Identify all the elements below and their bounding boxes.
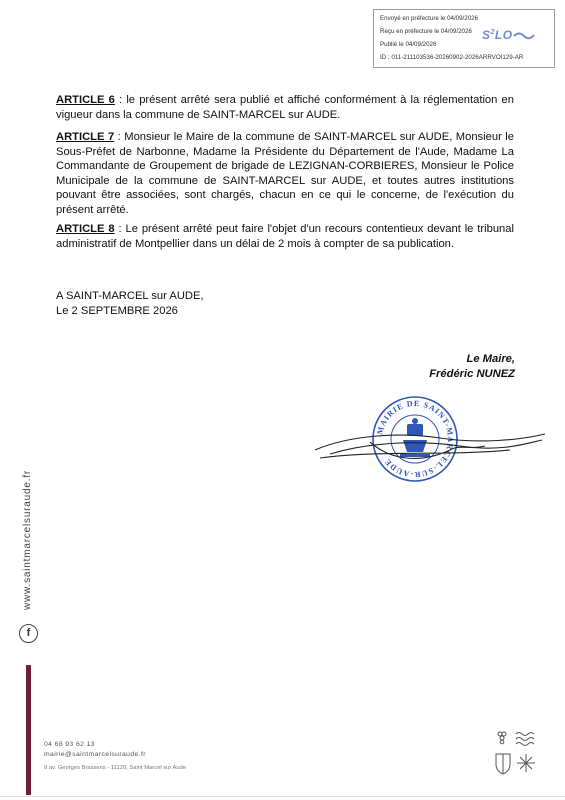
date: Le 2 SEPTEMBRE 2026 (56, 304, 178, 317)
article-8 (56, 222, 514, 251)
article-label: ARTICLE 8 (56, 223, 115, 235)
article-label: ARTICLE 7 (56, 131, 115, 143)
stamp-published: Publié le 04/09/2026 (380, 41, 437, 48)
grapes-icon (498, 732, 506, 744)
signatory-role: Le Maire, (466, 353, 515, 365)
waves-icon (516, 733, 534, 746)
stamp-received: Reçu en préfecture le 04/09/2026 (380, 28, 472, 35)
article-7 (56, 130, 514, 217)
heraldic-icons (492, 728, 540, 776)
footer-address: 9 av. Georges Brassens - 11120, Saint Marcel sur Aude (44, 765, 187, 771)
prefecture-stamp (373, 9, 555, 68)
article-text: : Monsieur le Maire de la commune de SAINT-MARCEL sur AUDE, Monsieur le Sous-Préfet de Narbonne, Madame la Présidente du Département de l'Aude, Madame La Commandante de Groupement de brigade de LEZIGNAN-CORBIERES, Monsieur le Police Municipale de la commune de SAINT-MARCEL sur AUDE, et toutes autres institutions pouvant être associées, sont chargés, chacun en ce qui le concerne, de l'exécution du présent arrêté. (56, 131, 514, 216)
signatory (429, 352, 515, 381)
article-text: : le présent arrêté sera publié et affiché conformément à la réglementation en vigueur dans la commune de SAINT-MARCEL sur AUDE. (56, 94, 514, 121)
place: A SAINT-MARCEL sur AUDE, (56, 290, 204, 302)
page-bottom-rule (0, 796, 565, 797)
swoosh-icon (513, 31, 535, 41)
website-url[interactable]: www.saintmarcelsuraude.fr (22, 469, 33, 610)
stamp-id: ID : 011-211103536-20260902-2026ARRVOI129-AR (380, 54, 524, 61)
s2low-logo: $S^2LO$ (482, 28, 535, 42)
shield-icon (496, 754, 510, 774)
signatory-name: Frédéric NUNEZ (429, 367, 515, 380)
footer-phone: 04 68 93 62 13 (44, 741, 95, 748)
accent-bar (26, 665, 31, 795)
cross-icon (517, 754, 535, 772)
article-text: : Le présent arrêté peut faire l'objet d'un recours contentieux devant le tribunal administratif de Montpellier dans un délai de 2 mois à compter de sa publication. (56, 223, 514, 250)
article-6 (56, 93, 514, 122)
article-label: ARTICLE 6 (56, 94, 115, 106)
facebook-icon[interactable]: f (19, 624, 38, 643)
seal-text: MAIRIE DE SAINT-MARCEL-SUR-AUDE (375, 398, 456, 480)
stamp-sent: Envoyé en préfecture le 04/09/2026 (380, 15, 479, 22)
handwritten-signature (310, 420, 550, 475)
place-date (56, 289, 204, 318)
footer-email[interactable]: mairie@saintmarcelsuraude.fr (44, 751, 146, 758)
